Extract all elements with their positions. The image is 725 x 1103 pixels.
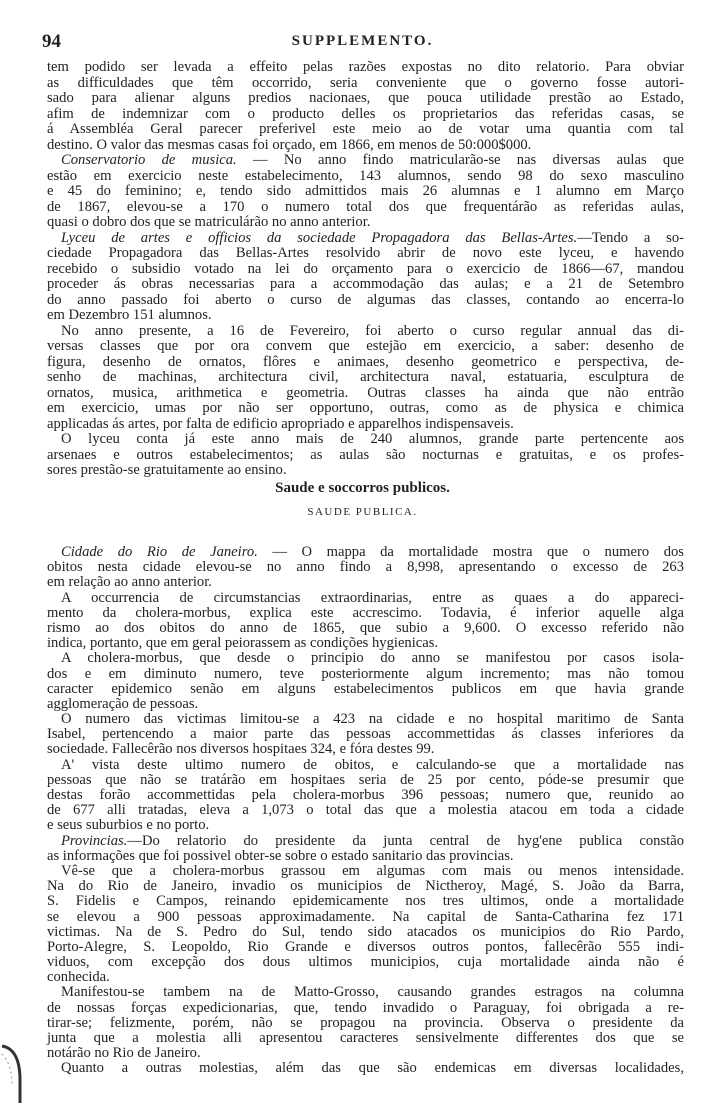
- paragraph-lead: Provincias.: [61, 832, 128, 849]
- line-text: Isabel, pertencendo a maior parte das pessoas accommettidas ás classes inferiores da: [47, 726, 684, 743]
- text-line: [47, 91, 684, 107]
- line-text: ornatos, musica, arithmetica e geometria. Outras classes ha ainda que não entrão: [47, 384, 684, 401]
- text-line: [47, 60, 684, 76]
- text-line: [47, 940, 684, 955]
- line-text: Na do Rio de Janeiro, invadio os municipios de Nictheroy, Magé, S. João da Barra,: [47, 878, 684, 895]
- line-text: senho de machinas, architectura civil, architectura naval, estatuaria, esculptura de: [47, 369, 684, 385]
- line-text: do anno passado foi aberto o curso de algumas das classes, contando ao encerra-lo: [47, 291, 684, 308]
- text-line: [47, 925, 684, 940]
- line-text: destas forão accommettidas pela cholera-morbus 396 pessoas; numero que, reunido ao: [47, 787, 684, 803]
- line-text: notárão no Rio de Janeiro.: [47, 1045, 201, 1062]
- line-text: sociedade. Fallecêrão nos diversos hospitaes 324, e fóra destes 99.: [47, 741, 435, 758]
- line-text: e seus suburbios e no porto.: [47, 817, 210, 834]
- paragraph: [47, 324, 684, 433]
- text-line: [47, 560, 684, 575]
- text-line: [47, 169, 684, 185]
- text-line: [47, 910, 684, 925]
- line-text: arsenaes e outros estabelecimentos; as aulas são nocturnas e gratuitas, e os profes-: [47, 446, 684, 463]
- line-text: de 1867, elevou-se a 170 o numero total dos que frequentárão as referidas aulas,: [47, 198, 684, 215]
- line-text: A occurrencia de circumstancias extraordinarias, entre as quaes a do appareci-: [61, 589, 684, 606]
- section-subheading: SAUDE PUBLICA.: [307, 506, 418, 518]
- line-text: mento da cholera-morbus, explica este accrescimo. Todavia, é inferior aquelle alga: [47, 604, 684, 621]
- text-line: [47, 324, 684, 340]
- line-text: versas classes que por ora convem que estejão em exercicio, a saber: desenho de: [47, 338, 684, 354]
- line-text: as difficuldades que têm occorrido, seria conveniente que o governo fosse autori-: [47, 74, 684, 91]
- text-line: [47, 773, 684, 788]
- text-line: [47, 849, 684, 864]
- paragraph: [47, 712, 684, 758]
- line-text: agglomeração de pessoas.: [47, 695, 199, 712]
- text-line: [47, 894, 684, 909]
- text-line: [47, 606, 684, 621]
- paragraph: [47, 153, 684, 231]
- line-text: ciedade Propagadora das Bellas-Artes resolvido abrir de novo este lyceu, e havendo: [47, 245, 684, 261]
- text-line: [47, 386, 684, 402]
- line-text: S. Fidelis e Campos, reinando epidemicamente nos tres ultimos, onde a mortalidade: [47, 893, 684, 910]
- line-text: quasi o dobro dos que se matriculárão no anno anterior.: [47, 214, 371, 230]
- paragraph-lead: Cidade do Rio de Janeiro.: [61, 544, 258, 560]
- line-text: rismo ao dos obitos do anno de 1865, que subio a 9,600. O excesso referido não: [47, 619, 684, 636]
- text-line: [47, 834, 684, 849]
- line-text: e 45 do feminino; e, tendo sido admittidos mais 26 alumnas e 1 alumno em Março: [47, 183, 684, 199]
- paragraph: [47, 651, 684, 712]
- line-text: junta que a molestia alli apresentou caracteres sensivelmente differentes dos que se: [47, 1030, 684, 1046]
- line-text: O numero das victimas limitou-se a 423 na cidade e no hospital maritimo de Santa: [61, 711, 684, 728]
- line-text: se elevou a 900 pessoas approximadamente. Na capital de Santa-Catharina fez 171: [47, 908, 684, 925]
- line-text: — O mappa da mortalidade mostra que o numero dos: [257, 544, 684, 560]
- text-line: [47, 1001, 684, 1016]
- line-text: figura, desenho de ornatos, flôres e animaes, desenho geometrico e perspectiva, de-: [47, 353, 684, 370]
- paragraph: [47, 545, 684, 591]
- text-line: [47, 339, 684, 355]
- text-line: [47, 200, 684, 216]
- paragraph: [47, 231, 684, 324]
- text-line: [47, 758, 684, 773]
- text-line: [47, 76, 684, 92]
- line-text: Manifestou-se tambem na de Matto-Grosso, causando grandes estragos na columna: [61, 984, 684, 1001]
- text-line: [47, 401, 684, 417]
- text-line: [47, 277, 684, 293]
- line-text: em Dezembro 151 alumnos.: [47, 307, 212, 323]
- line-text: em exercicio, umas por não ser opportuno, outras, como as de physica e chimica: [47, 400, 684, 416]
- line-text: recebido o subsidio votado na lei do orçamento para o exercicio de 1866—67, mandou: [47, 260, 684, 277]
- line-text: proceder ás obras necessarias para a accommodação das aulas; e a 21 de Setembro: [47, 276, 684, 292]
- line-text: victimas. Na de S. Pedro do Sul, tendo sido atacados os municipios do Rio Pardo,: [47, 923, 684, 940]
- running-title: SUPPLEMENTO.: [291, 33, 434, 49]
- paragraph: [47, 834, 684, 864]
- text-line: [47, 432, 684, 448]
- text-line: [47, 636, 684, 651]
- line-text: sado para alienar alguns predios nacionaes, que pouca utilidade prestão ao Estado,: [47, 90, 684, 106]
- text-line: [47, 1016, 684, 1031]
- text-line: [47, 651, 684, 666]
- top-text-block: [47, 60, 684, 479]
- text-line: [47, 215, 684, 231]
- paragraph: [47, 60, 684, 153]
- line-text: sores prestão-se gratuitamente ao ensino.: [47, 462, 287, 478]
- line-text: á Assembléa Geral parecer preferivel este meio ao de votar uma quantia com tal: [47, 121, 684, 137]
- text-line: [47, 293, 684, 309]
- text-line: [47, 970, 684, 985]
- line-text: em relação ao anno anterior.: [47, 574, 212, 591]
- scan-artifact-icon: [0, 1040, 30, 1103]
- text-line: [47, 955, 684, 970]
- text-line: [47, 262, 684, 278]
- line-text: pessoas que não se tratárão em hospitaes seria de 25 por cento, póde-se presumir que: [47, 771, 684, 788]
- text-line: [47, 803, 684, 818]
- line-text: No anno presente, a 16 de Fevereiro, foi aberto o curso regular annual das di-: [61, 322, 684, 339]
- line-text: dos e em diminuto numero, teve posteriormente algum incremento; mas não tomou: [47, 665, 684, 682]
- text-line: [47, 153, 684, 169]
- line-text: A cholera-morbus, que desde o principio do anno se manifestou por casos isola-: [61, 650, 684, 667]
- text-line: [47, 864, 684, 879]
- line-text: tem podido ser levada a effeito pelas razões expostas no dito relatorio. Para obviar: [47, 59, 684, 75]
- text-line: [47, 1031, 684, 1046]
- page-number: 94: [42, 31, 61, 52]
- line-text: Vê-se que a cholera-morbus grassou em algumas com mais ou menos intensidade.: [61, 862, 684, 879]
- paragraph-lead: Conservatorio de musica.: [61, 152, 237, 168]
- text-line: [47, 355, 684, 371]
- text-line: [47, 575, 684, 590]
- line-text: de nossas forças expedicionarias, que, tendo invadido o Paraguay, foi obrigada a re-: [47, 999, 684, 1016]
- text-line: [47, 448, 684, 464]
- text-line: [47, 308, 684, 324]
- text-line: [47, 788, 684, 803]
- line-text: A' vista deste ultimo numero de obitos, e calculando-se que a mortalidade nas: [61, 756, 684, 773]
- line-text: conhecida.: [47, 969, 110, 986]
- text-line: [47, 246, 684, 262]
- text-line: [47, 712, 684, 727]
- line-text: obitos nesta cidade elevou-se no anno findo a 8,998, apresentando o excesso de 263: [47, 559, 684, 576]
- line-text: as informações que foi possivel obter-se sobre o estado sanitario das provincias.: [47, 847, 514, 864]
- paragraph-lead: Lyceu de artes e officios da sociedade Propagadora das Bellas-Artes.: [61, 229, 578, 246]
- line-text: —Tendo a so-: [577, 229, 685, 246]
- text-line: [47, 231, 684, 247]
- line-text: — No anno findo matricularão-se nas diversas aulas que: [236, 152, 684, 168]
- line-text: estão em exercicio neste estabelecimento, 143 alumnos, sendo 98 do sexo masculino: [47, 167, 684, 184]
- line-text: afim de indemnizar com o producto delles os proprietarios das referidas casas, se: [47, 105, 684, 122]
- line-text: caracter epidemico senão em alguns estabelecimentos publicos em que havia grande: [47, 680, 684, 697]
- line-text: Porto-Alegre, S. Leopoldo, Rio Grande e diversos outros pontos, fallecêrão 555 indi-: [47, 938, 684, 955]
- text-line: [47, 1061, 684, 1076]
- text-line: [47, 107, 684, 123]
- text-line: [47, 138, 684, 154]
- text-line: [47, 370, 684, 386]
- text-line: [47, 727, 684, 742]
- paragraph: [47, 985, 684, 1061]
- text-line: [47, 1046, 684, 1061]
- line-text: de 677 alli tratadas, eleva a 1,073 o total das que a molestia atacou em toda a cidade: [47, 802, 684, 819]
- paragraph: [47, 432, 684, 479]
- line-text: applicadas ás artes, por falta de edificio apropriado e apparelhos indispensaveis.: [47, 415, 514, 432]
- line-text: Quanto a outras molestias, além das que são endemicas em diversas localidades,: [61, 1060, 684, 1077]
- line-text: —Do relatorio do presidente da junta central de hyg'ene publica constão: [127, 832, 684, 849]
- paragraph: [47, 864, 684, 986]
- paragraph: [47, 758, 684, 834]
- text-line: [47, 667, 684, 682]
- text-line: [47, 985, 684, 1000]
- paragraph: [47, 1061, 684, 1076]
- line-text: viduos, com excepção dos dous ultimos municipios, cuja mortalidade ainda não é: [47, 954, 684, 971]
- text-line: [47, 417, 684, 433]
- text-line: [47, 621, 684, 636]
- bottom-text-block: [47, 545, 684, 1077]
- paragraph: [47, 591, 684, 652]
- text-line: [47, 545, 684, 560]
- line-text: O lyceu conta já este anno mais de 240 alumnos, grande parte pertencente aos: [61, 431, 684, 447]
- text-line: [47, 591, 684, 606]
- text-line: [47, 697, 684, 712]
- text-line: [47, 879, 684, 894]
- text-line: [47, 184, 684, 200]
- text-line: [47, 682, 684, 697]
- line-text: destino. O valor das mesmas casas foi orçado, em 1866, em menos de 50:000$000.: [47, 136, 532, 153]
- text-line: [47, 818, 684, 833]
- text-line: [47, 742, 684, 757]
- line-text: tirar-se; felizmente, porém, não se propagou na provincia. Observa o presidente da: [47, 1014, 684, 1031]
- line-text: indica, portanto, que em geral peiorassem as condições hygienicas.: [47, 635, 439, 652]
- text-line: [47, 122, 684, 138]
- section-heading: Saude e soccorros publicos.: [275, 480, 450, 496]
- text-line: [47, 463, 684, 479]
